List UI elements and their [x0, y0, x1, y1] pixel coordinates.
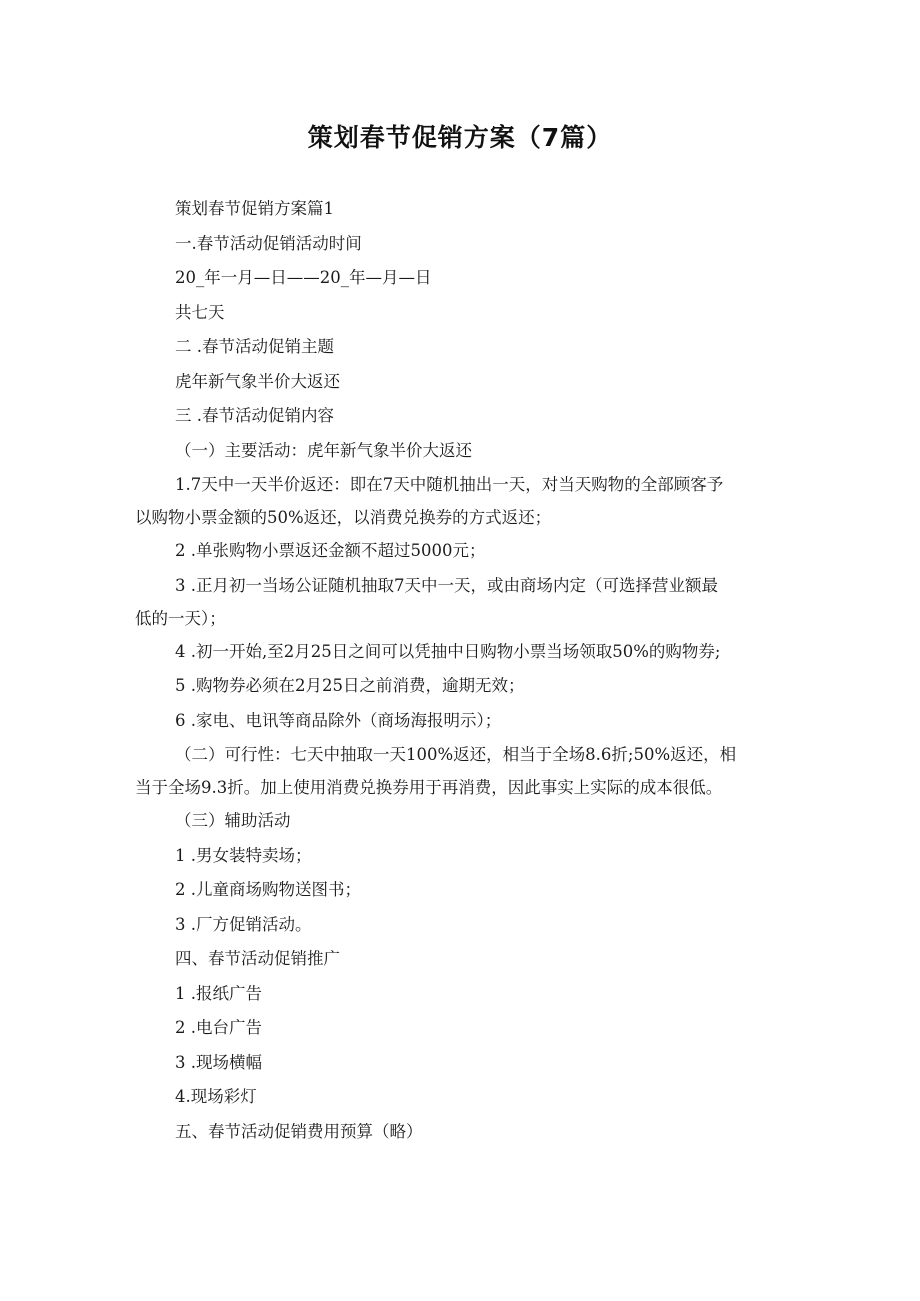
- text-line: 4 .初一开始,至2月25日之间可以凭抽中日购物小票当场领取50%的购物券;: [175, 641, 721, 661]
- text-line: 一.春节活动促销活动时间: [175, 233, 362, 253]
- text-line: 虎年新气象半价大返还: [175, 371, 340, 391]
- text-line: 3 .厂方促销活动。: [175, 914, 312, 934]
- text-line: 五、春节活动促销费用预算（略）: [175, 1121, 423, 1141]
- text-line: 1 .报纸广告: [175, 983, 262, 1003]
- text-line: 2 .电台广告: [175, 1018, 262, 1037]
- text-line: 20_年一月—日——20_年—月—日: [175, 268, 432, 287]
- text-line: 3 .现场横幅: [175, 1052, 262, 1072]
- paragraph: [135, 468, 795, 534]
- text-line: 2 .单张购物小票返还金额不超过5000元；: [175, 541, 486, 560]
- document-title: 策划春节促销方案（7篇）: [307, 123, 613, 152]
- text-line: 4.现场彩灯: [175, 1087, 257, 1106]
- section-heading: 策划春节促销方案篇1: [175, 199, 334, 218]
- text-line: 2 .儿童商场购物送图书；: [175, 880, 361, 899]
- text-line: 四、春节活动促销推广: [175, 949, 340, 968]
- text-line: 1 .男女装特卖场；: [175, 845, 312, 865]
- text-line: （一）主要活动：虎年新气象半价大返还: [175, 440, 472, 460]
- paragraph-continuation: 以购物小票金额的50%返还，以消费兑换券的方式返还；: [135, 508, 552, 527]
- paragraph-first-line: 3 .正月初一当场公证随机抽取7天中一天，或由商场内定（可选择营业额最: [175, 575, 718, 595]
- text-line: 二 .春节活动促销主题: [175, 337, 334, 356]
- paragraph-continuation: 低的一天）；: [135, 608, 226, 628]
- document-body: [135, 192, 795, 1149]
- paragraph: [135, 569, 795, 635]
- paragraph-first-line: （二）可行性：七天中抽取一天100%返还，相当于全场8.6折;50%返还，相: [175, 745, 737, 764]
- paragraph-first-line: 1.7天中一天半价返还：即在7天中随机抽出一天，对当天购物的全部顾客予: [175, 475, 724, 494]
- text-line: 6 .家电、电讯等商品除外（商场海报明示）；: [175, 710, 502, 730]
- paragraph-continuation: 当于全场9.3折。加上使用消费兑换券用于再消费，因此事实上实际的成本很低。: [135, 778, 723, 797]
- text-line: 共七天: [175, 302, 225, 322]
- text-line: 5 .购物券必须在2月25日之前消费，逾期无效；: [175, 676, 525, 695]
- paragraph: [135, 738, 795, 804]
- text-line: （三）辅助活动: [175, 811, 291, 830]
- text-line: 三 .春节活动促销内容: [175, 406, 334, 425]
